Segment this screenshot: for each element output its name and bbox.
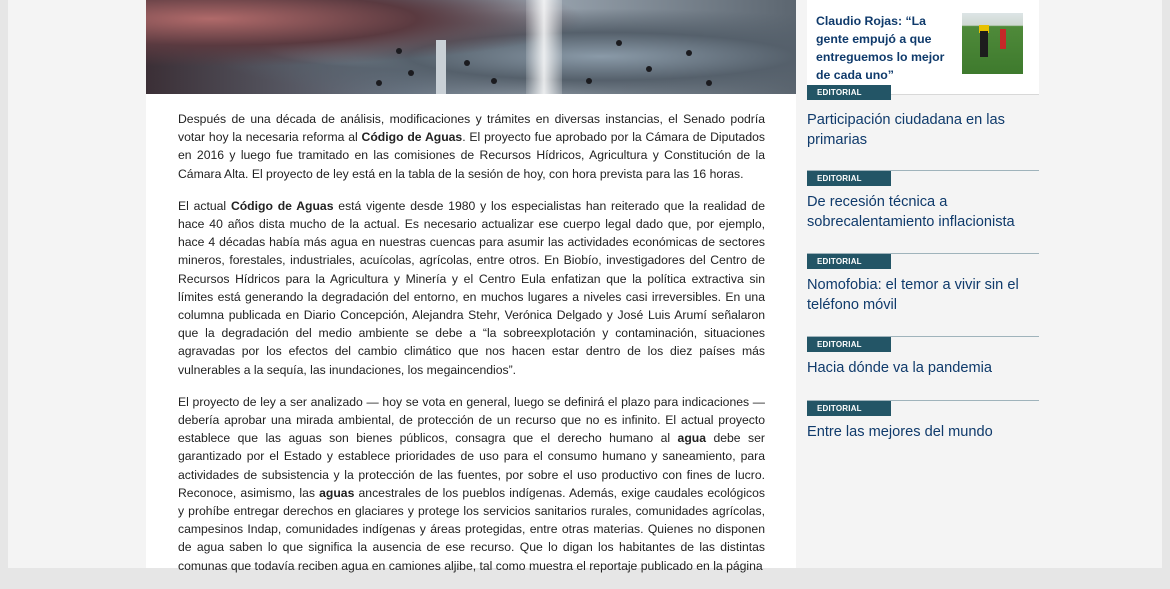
editorial-badge: EDITORIAL xyxy=(807,337,891,352)
editorial-badge: EDITORIAL xyxy=(807,85,891,100)
bold-term: aguas xyxy=(319,485,355,500)
article-paragraph: El actual Código de Aguas está vigente desde 1980 y los especialistas han reiterado que la realidad de hace 40 años dista mucho de la actual. Es necesario actualizar ese cuerpo legal dado que, por ejemplo, hace 4 décadas había más agua en nuestras cuencas para asumir las actividades económicas de sectores mineros, forestales, industriales, acuícolas, agrícolas, entre otros. En Biobío, investigadores del Centro de Recursos Hídricos para la Agricultura y Minería y el Centro Eula enfatizan que la política extractiva sin límites está generando la degradación del entorno, en muchos lugares a niveles casi irreversibles. En una columna publicada en Diario Concepción, Alejandra Stehr, Verónica Delgado y José Luis Arumí señalaron que la degradación del medio ambiente se debe a “la sobreexplotación y contaminación, situaciones agravadas por los efectos del cambio climático que nos hacen estar dentro de los diez países más vulnerables a la sequía, las inundaciones, los megaincendios”. xyxy=(178,198,765,377)
featured-headline-link[interactable]: Claudio Rojas: “La gente empujó a que entreguemos lo mejor de cada uno” xyxy=(816,14,945,82)
featured-thumbnail[interactable] xyxy=(962,13,1023,74)
article-paragraph: El proyecto de ley a ser analizado — hoy se vota en general, luego se definirá el plazo para indicaciones — debería aprobar una mirada ambiental, de protección de un recurso que no es infinito. El actual proyecto establece que las aguas son bienes públicos, consagra que el derecho humano al agua debe ser garantizado por el Estado y establece prioridades de uso para el consumo humano y saneamiento, para actividades de subsistencia y la protección de las fuentes, por sobre el uso productivo con fines de lucro. Reconoce, asimismo, las aguas ancestrales de los pueblos indígenas. Además, exige caudales ecológicos y prohíbe entregar derechos en glaciares y protege los servicios sanitarios rurales, comunidades agrícolas, campesinos Indap, comunidades indígenas y áreas protegidas, entre otras materias. Quienes no disponen de agua saben lo que significa la ausencia de ese recurso. Que lo digan los habitantes de las distintas comunas que todavía reciben agua en camiones aljibe, tal como muestra el reportaje publicado en la página xyxy=(178,394,765,573)
article-paragraph: Después de una década de análisis, modificaciones y trámites en diversas instancias, el Senado podría votar hoy la necesaria reforma al Código de Aguas. El proyecto fue aprobado por la Cámara de Diputados en 2016 y luego fue tramitado en las comisiones de Recursos Hídricos, Agricultura y Constitución de la Cámara Alta. El proyecto de ley está en la tabla de la sesión de hoy, con hora prevista para las 16 horas. xyxy=(178,112,765,181)
editorial-title-link[interactable]: Entre las mejores del mundo xyxy=(807,424,993,440)
editorial-title-link[interactable]: Nomofobia: el temor a vivir sin el teléfono móvil xyxy=(807,277,1019,313)
editorial-title-link[interactable]: De recesión técnica a sobrecalentamiento inflacionista xyxy=(807,194,1015,230)
bold-term: Código de Aguas xyxy=(230,198,334,213)
article-hero-image xyxy=(146,0,796,94)
editorial-badge: EDITORIAL xyxy=(807,171,891,186)
featured-story-card[interactable] xyxy=(807,0,1039,95)
article-body xyxy=(178,110,765,589)
bold-term: agua xyxy=(677,431,706,446)
bold-term: Código de Aguas xyxy=(361,130,463,145)
article-column xyxy=(146,0,796,573)
editorial-badge: EDITORIAL xyxy=(807,401,891,416)
editorial-title-link[interactable]: Participación ciudadana en las primarias xyxy=(807,112,1005,148)
editorial-badge: EDITORIAL xyxy=(807,254,891,269)
page-background xyxy=(8,0,1162,573)
editorial-title-link[interactable]: Hacia dónde va la pandemia xyxy=(807,360,992,376)
